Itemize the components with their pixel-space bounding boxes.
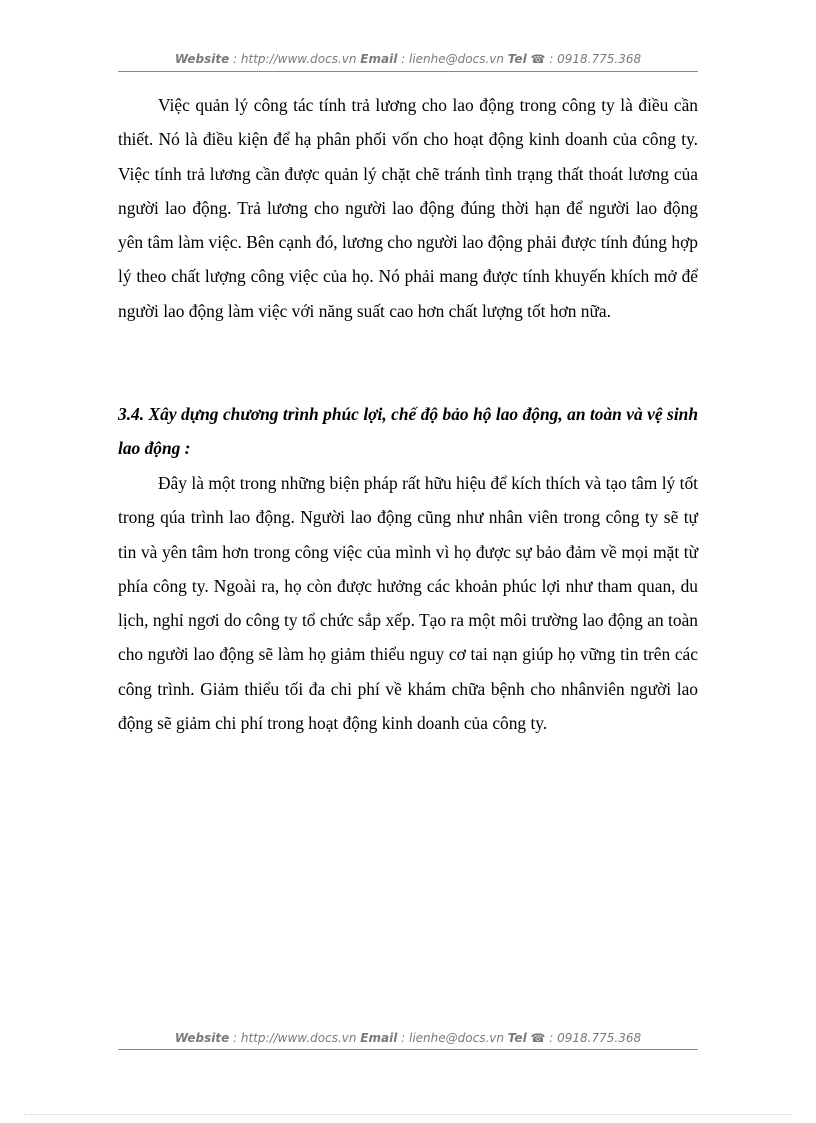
header-tel-value: ☎ : 0918.775.368 [526, 52, 642, 66]
footer-tel-value: ☎ : 0918.775.368 [526, 1031, 642, 1045]
footer-email-label: Email [360, 1031, 398, 1045]
header-website-label: Website [174, 52, 230, 66]
header-email-value: : lienhe@docs.vn [397, 52, 508, 66]
header-tel-label: Tel [507, 52, 527, 66]
paragraph-text: Đây là một trong những biện pháp rất hữu hiệu để kích thích và tạo tâm lý tốt trong qúa trình lao động. Người lao động cũng như nhân viên trong công ty sẽ tự tin và yên tâm hơn trong công việc của mình vì họ được sự bảo đảm về mọi mặt từ phía công ty. Ngoài ra, họ còn được hưởng các khoản phúc lợi như tham quan, du lịch, nghỉ ngơi do công ty tổ chức sắp xếp. Tạo ra một môi trường lao động an toàn cho người lao động sẽ làm họ giảm thiểu nguy cơ tai nạn giúp họ vững tin trên các công trình. Giảm thiểu tối đa chi phí về khám chữa bệnh cho nhânviên người lao động sẽ giảm chi phí trong hoạt động kinh doanh của công ty. [118, 473, 698, 734]
header-website-value: : http://www.docs.vn [229, 52, 361, 66]
section-heading-text: 3.4. Xây dựng chương trình phúc lợi, chế độ bảo hộ lao động, an toàn và vệ sinh lao động : [118, 404, 698, 459]
paragraph-salary-management [118, 88, 698, 328]
page-header [118, 52, 698, 66]
footer-website-value: : http://www.docs.vn [229, 1031, 361, 1045]
footer-divider [118, 1049, 698, 1050]
footer-email-value: : lienhe@docs.vn [397, 1031, 508, 1045]
page-footer [118, 1031, 698, 1045]
footer-tel-label: Tel [507, 1031, 527, 1045]
footer-website-label: Website [174, 1031, 230, 1045]
header-email-label: Email [360, 52, 398, 66]
paragraph-welfare-program [118, 466, 698, 740]
section-heading [118, 397, 698, 466]
header-divider [118, 71, 698, 72]
page-bottom-dotted-rule [24, 1114, 792, 1115]
paragraph-text: Việc quản lý công tác tính trả lương cho lao động trong công ty là điều cần thiết. Nó là điều kiện để hạ phân phối vốn cho hoạt động kinh doanh của công ty. Việc tính trả lương cần được quản lý chặt chẽ tránh tình trạng thất thoát lương của người lao động. Trả lương cho người lao động đúng thời hạn để người lao động yên tâm làm việc. Bên cạnh đó, lương cho người lao động phải được tính đúng hợp lý theo chất lượng công việc của họ. Nó phải mang được tính khuyến khích mở để người lao động làm việc với năng suất cao hơn chất lượng tốt hơn nữa. [118, 95, 698, 321]
